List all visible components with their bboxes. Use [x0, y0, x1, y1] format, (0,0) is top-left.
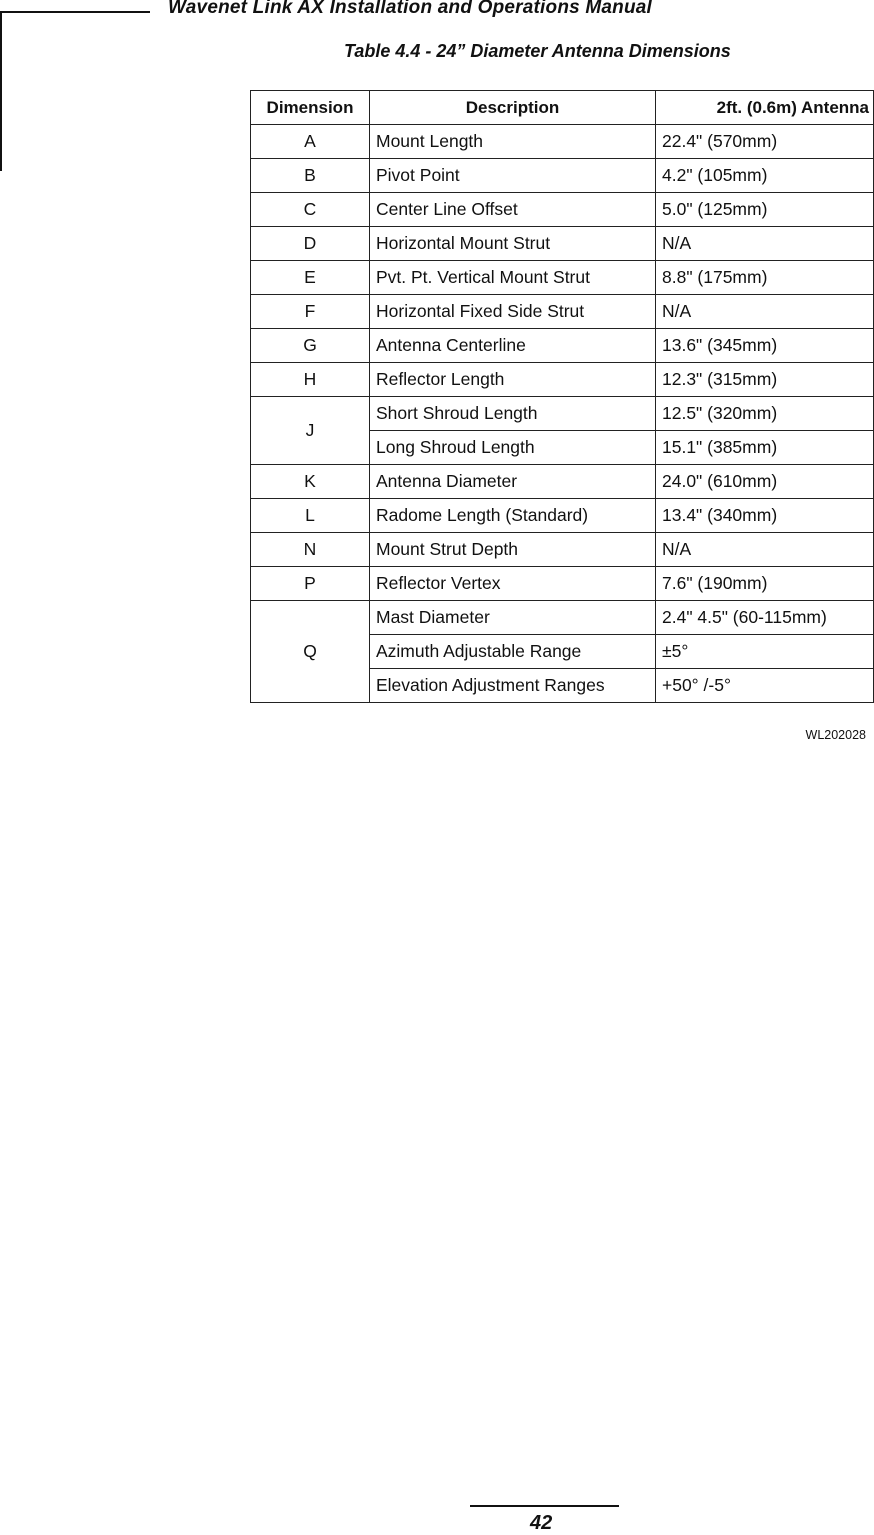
row-value: 5.0" (125mm)	[656, 193, 874, 227]
row-description: Antenna Centerline	[370, 329, 656, 363]
row-description: Horizontal Fixed Side Strut	[370, 295, 656, 329]
row-description: Short Shroud Length	[370, 397, 656, 431]
row-dimension: P	[251, 567, 370, 601]
row-dimension: D	[251, 227, 370, 261]
corner-rule-vertical	[0, 11, 2, 171]
row-description: Pivot Point	[370, 159, 656, 193]
row-dimension: Q	[251, 601, 370, 703]
row-value: 24.0" (610mm)	[656, 465, 874, 499]
row-description: Horizontal Mount Strut	[370, 227, 656, 261]
row-value: 2.4" 4.5" (60-115mm)	[656, 601, 874, 635]
header-description: Description	[370, 91, 656, 125]
corner-rule-horizontal	[0, 11, 150, 13]
row-dimension: J	[251, 397, 370, 465]
row-description: Antenna Diameter	[370, 465, 656, 499]
row-description: Radome Length (Standard)	[370, 499, 656, 533]
table-row	[251, 227, 874, 261]
row-description: Mount Length	[370, 125, 656, 159]
row-value: N/A	[656, 227, 874, 261]
table-row	[251, 295, 874, 329]
row-value: 13.6" (345mm)	[656, 329, 874, 363]
table-row	[251, 159, 874, 193]
row-description: Long Shroud Length	[370, 431, 656, 465]
table-row	[251, 601, 874, 635]
row-value: 22.4" (570mm)	[656, 125, 874, 159]
row-dimension: N	[251, 533, 370, 567]
header-dimension: Dimension	[251, 91, 370, 125]
table-caption: Table 4.4 - 24” Diameter Antenna Dimensions	[344, 41, 731, 61]
footer-rule	[470, 1505, 619, 1507]
row-value: N/A	[656, 533, 874, 567]
table-row	[251, 397, 874, 431]
dimensions-table	[250, 90, 874, 703]
row-dimension: B	[251, 159, 370, 193]
figure-id: WL202028	[805, 728, 866, 742]
row-value: 12.3" (315mm)	[656, 363, 874, 397]
row-dimension: G	[251, 329, 370, 363]
row-value: 8.8" (175mm)	[656, 261, 874, 295]
row-dimension: F	[251, 295, 370, 329]
running-header-title: Wavenet Link AX Installation and Operations Manual	[168, 0, 653, 18]
row-value: 12.5" (320mm)	[656, 397, 874, 431]
table-row	[251, 329, 874, 363]
row-value: 4.2" (105mm)	[656, 159, 874, 193]
header-antenna-value: 2ft. (0.6m) Antenna	[656, 91, 874, 125]
row-dimension: L	[251, 499, 370, 533]
row-description: Reflector Vertex	[370, 567, 656, 601]
table-row	[251, 261, 874, 295]
row-description: Mount Strut Depth	[370, 533, 656, 567]
row-value: 7.6" (190mm)	[656, 567, 874, 601]
row-description: Azimuth Adjustable Range	[370, 635, 656, 669]
table-row	[251, 125, 874, 159]
row-value: N/A	[656, 295, 874, 329]
table-row	[251, 533, 874, 567]
row-dimension: K	[251, 465, 370, 499]
row-description: Reflector Length	[370, 363, 656, 397]
row-description: Pvt. Pt. Vertical Mount Strut	[370, 261, 656, 295]
row-description: Mast Diameter	[370, 601, 656, 635]
table-row	[251, 465, 874, 499]
row-dimension: A	[251, 125, 370, 159]
table-header-row	[251, 91, 874, 125]
page-number: 42	[530, 1512, 553, 1534]
row-value: ±5°	[656, 635, 874, 669]
row-dimension: E	[251, 261, 370, 295]
row-dimension: C	[251, 193, 370, 227]
row-description: Elevation Adjustment Ranges	[370, 669, 656, 703]
row-description: Center Line Offset	[370, 193, 656, 227]
row-dimension: H	[251, 363, 370, 397]
table-row	[251, 567, 874, 601]
table-row	[251, 363, 874, 397]
table-row	[251, 193, 874, 227]
row-value: 15.1" (385mm)	[656, 431, 874, 465]
row-value: 13.4" (340mm)	[656, 499, 874, 533]
row-value: +50° /-5°	[656, 669, 874, 703]
table-row	[251, 499, 874, 533]
